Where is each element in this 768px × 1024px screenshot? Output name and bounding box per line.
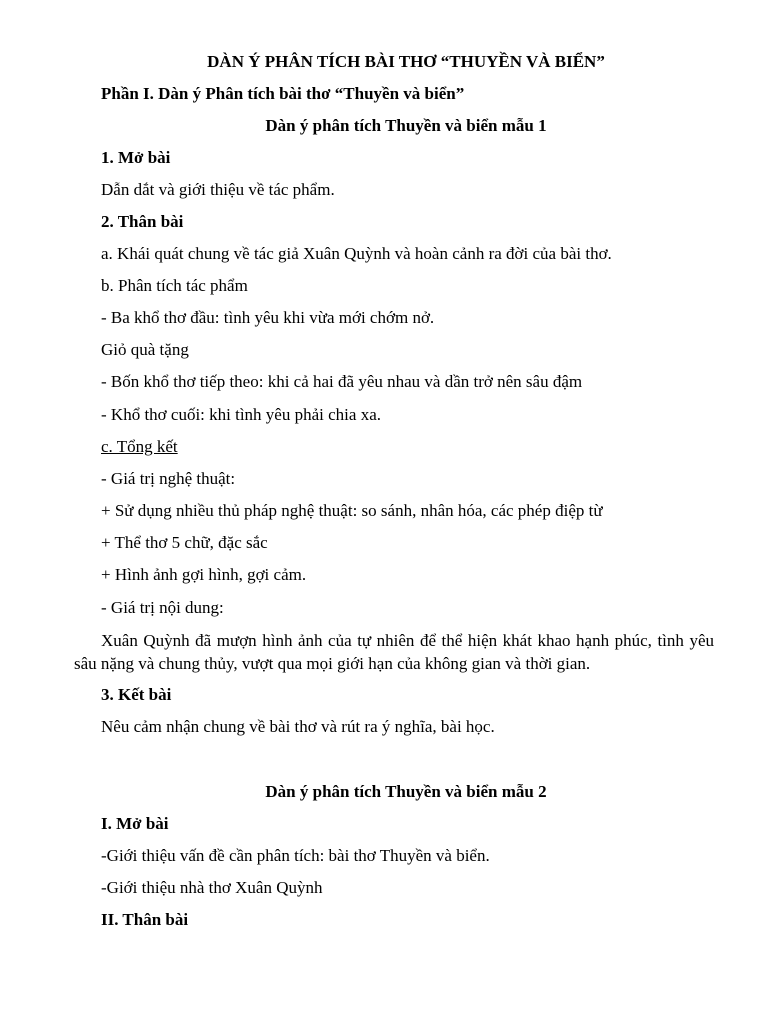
document-title: DÀN Ý PHÂN TÍCH BÀI THƠ “THUYỀN VÀ BIỂN” [207, 52, 605, 71]
sample2-body-heading: II. Thân bài [101, 910, 189, 929]
sample2-intro-1: -Giới thiệu vấn đề cần phân tích: bài thơ Thuyền và biển. [101, 846, 490, 865]
art-item-2: + Thể thơ 5 chữ, đặc sắc [101, 533, 268, 552]
sample1-body-b: b. Phân tích tác phẩm [101, 276, 248, 295]
sample2-intro-heading: I. Mở bài [101, 814, 169, 833]
sample2-heading: Dàn ý phân tích Thuyền và biển mẫu 2 [265, 782, 547, 801]
sample2-intro-2: -Giới thiệu nhà thơ Xuân Quỳnh [101, 878, 323, 897]
sample1-heading: Dàn ý phân tích Thuyền và biển mẫu 1 [265, 116, 547, 135]
part1-heading: Phần I. Dàn ý Phân tích bài thơ “Thuyền và biển” [101, 84, 465, 103]
sample1-body-b1: - Ba khổ thơ đầu: tình yêu khi vừa mới chớm nở. [101, 308, 435, 327]
sample1-body-c: c. Tổng kết [101, 437, 178, 456]
art-item-1: + Sử dụng nhiều thủ pháp nghệ thuật: so sánh, nhân hóa, các phép điệp từ [101, 501, 603, 520]
art-value-label: - Giá trị nghệ thuật: [101, 469, 236, 488]
art-item-3: + Hình ảnh gợi hình, gợi cảm. [101, 565, 307, 584]
sample1-body-b2: - Bốn khổ thơ tiếp theo: khi cả hai đã yêu nhau và dần trở nên sâu đậm [101, 372, 583, 391]
gift-basket-text: Giỏ quà tặng [101, 340, 189, 359]
content-paragraph: Xuân Quỳnh đã mượn hình ảnh của tự nhiên để thể hiện khát khao hạnh phúc, tình yêu sâu nặng và chung thủy, vượt qua mọi giới hạn của không gian và thời gian. [74, 631, 714, 673]
sample1-intro-text: Dẫn dắt và giới thiệu về tác phẩm. [101, 180, 335, 199]
content-value-label: - Giá trị nội dung: [101, 598, 224, 617]
sample1-body-heading: 2. Thân bài [101, 212, 184, 231]
sample1-body-a: a. Khái quát chung về tác giả Xuân Quỳnh và hoàn cảnh ra đời của bài thơ. [101, 244, 612, 263]
sample1-conclusion-text: Nêu cảm nhận chung về bài thơ và rút ra ý nghĩa, bài học. [101, 717, 495, 736]
sample1-body-b3: - Khổ thơ cuối: khi tình yêu phải chia xa. [101, 405, 381, 424]
sample1-intro-heading: 1. Mở bài [101, 148, 171, 167]
sample1-conclusion-heading: 3. Kết bài [101, 685, 172, 704]
